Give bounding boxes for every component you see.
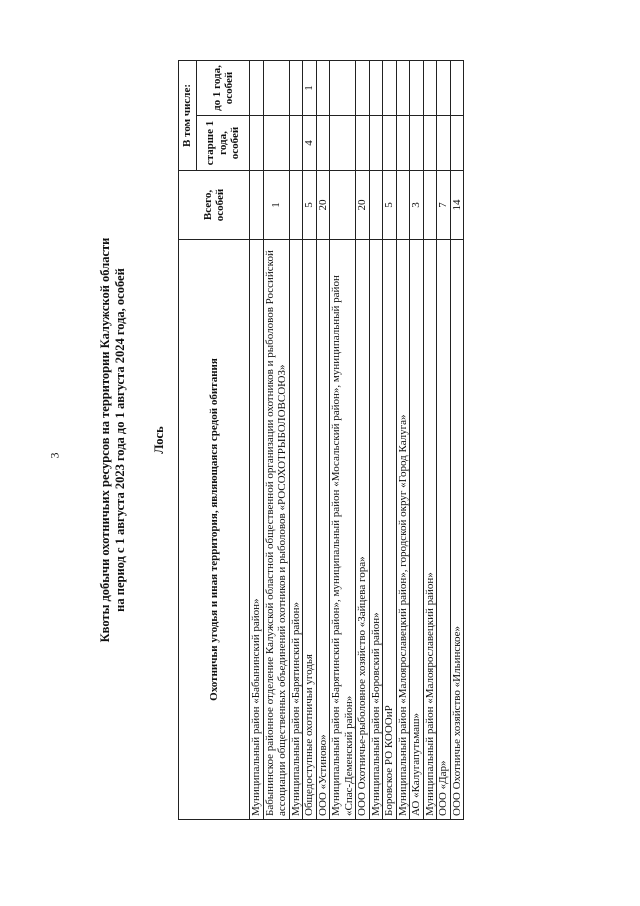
table-row — [289, 61, 303, 820]
title-line-1: Квоты добычи охотничьих ресурсов на территории Калужской области — [98, 237, 112, 643]
row-older — [263, 116, 289, 171]
row-younger — [369, 61, 383, 116]
row-total: 5 — [303, 171, 317, 240]
table-row — [396, 61, 410, 820]
row-total: 20 — [356, 171, 370, 240]
row-younger — [263, 61, 289, 116]
header-younger: до 1 года, особей — [197, 61, 250, 116]
row-area: Бабынинское районное отделение Калужской областной общественной организации охотников и рыболовов Российской ассоциации общественных объединений охотников и рыболовов «РОСОХОТРЫБОЛОВСОЮЗ» — [263, 240, 289, 820]
row-younger — [423, 61, 437, 116]
document-title — [98, 60, 128, 820]
row-older — [289, 116, 303, 171]
row-total — [330, 171, 356, 240]
row-older — [250, 116, 264, 171]
row-total — [423, 171, 437, 240]
row-younger — [250, 61, 264, 116]
table-row — [316, 61, 330, 820]
row-younger — [450, 61, 464, 116]
row-younger: 1 — [303, 61, 317, 116]
row-area: Муниципальный район «Малоярославецкий район» — [423, 240, 437, 820]
table-row — [303, 61, 317, 820]
row-younger — [396, 61, 410, 116]
row-younger — [356, 61, 370, 116]
row-area: ООО «Дар» — [437, 240, 451, 820]
row-area: Муниципальный район «Барятинский район», муниципальный район «Мосальский район», муниципальный район «Спас-Деменский район» — [330, 240, 356, 820]
row-area: Муниципальный район «Бабынинский район» — [250, 240, 264, 820]
row-total: 1 — [263, 171, 289, 240]
page-number: 3 — [47, 452, 62, 459]
row-total: 7 — [437, 171, 451, 240]
table-row — [250, 61, 264, 820]
row-total — [369, 171, 383, 240]
row-area: АО «Калугапутьмаш» — [410, 240, 424, 820]
row-total: 14 — [450, 171, 464, 240]
row-older — [356, 116, 370, 171]
row-younger — [330, 61, 356, 116]
row-older — [316, 116, 330, 171]
row-younger — [383, 61, 397, 116]
row-older — [383, 116, 397, 171]
row-area: ООО Охотничье хозяйство «Ильинское» — [450, 240, 464, 820]
row-younger — [410, 61, 424, 116]
table-body — [250, 61, 464, 820]
row-total — [289, 171, 303, 240]
species-heading: Лось — [152, 426, 166, 454]
row-area: ООО Охотничье-рыболовное хозяйство «Зайцева гора» — [356, 240, 370, 820]
title-line-2: на период с 1 августа 2023 года до 1 августа 2024 года, особей — [113, 268, 127, 612]
row-older — [396, 116, 410, 171]
row-total: 3 — [410, 171, 424, 240]
row-area: Муниципальный район «Малоярославецкий район», городской округ «Город Калуга» — [396, 240, 410, 820]
row-older — [369, 116, 383, 171]
table-row — [330, 61, 356, 820]
row-younger — [289, 61, 303, 116]
table-row — [423, 61, 437, 820]
row-area: Боровское РО КОООиР — [383, 240, 397, 820]
quota-table — [178, 60, 464, 820]
row-older — [330, 116, 356, 171]
row-older — [410, 116, 424, 171]
rotated-content — [90, 60, 600, 820]
row-total: 5 — [383, 171, 397, 240]
header-area: Охотничьи угодья и иная территория, являющаяся средой обитания — [179, 240, 250, 820]
table-row — [383, 61, 397, 820]
table-row — [410, 61, 424, 820]
row-area: Общедоступные охотничьи угодья — [303, 240, 317, 820]
table-row — [369, 61, 383, 820]
row-younger — [316, 61, 330, 116]
row-area: Муниципальный район «Боровский район» — [369, 240, 383, 820]
row-older: 4 — [303, 116, 317, 171]
row-area: Муниципальный район «Барятинский район» — [289, 240, 303, 820]
header-including: В том числе: — [179, 61, 197, 171]
row-total: 20 — [316, 171, 330, 240]
table-row — [437, 61, 451, 820]
row-total — [396, 171, 410, 240]
table-row — [356, 61, 370, 820]
header-total: Всего, особей — [179, 171, 250, 240]
row-older — [423, 116, 437, 171]
header-older: старше 1 года, особей — [197, 116, 250, 171]
row-older — [450, 116, 464, 171]
table-row — [263, 61, 289, 820]
row-younger — [437, 61, 451, 116]
table-row — [450, 61, 464, 820]
row-older — [437, 116, 451, 171]
row-total — [250, 171, 264, 240]
row-area: ООО «Устиново» — [316, 240, 330, 820]
